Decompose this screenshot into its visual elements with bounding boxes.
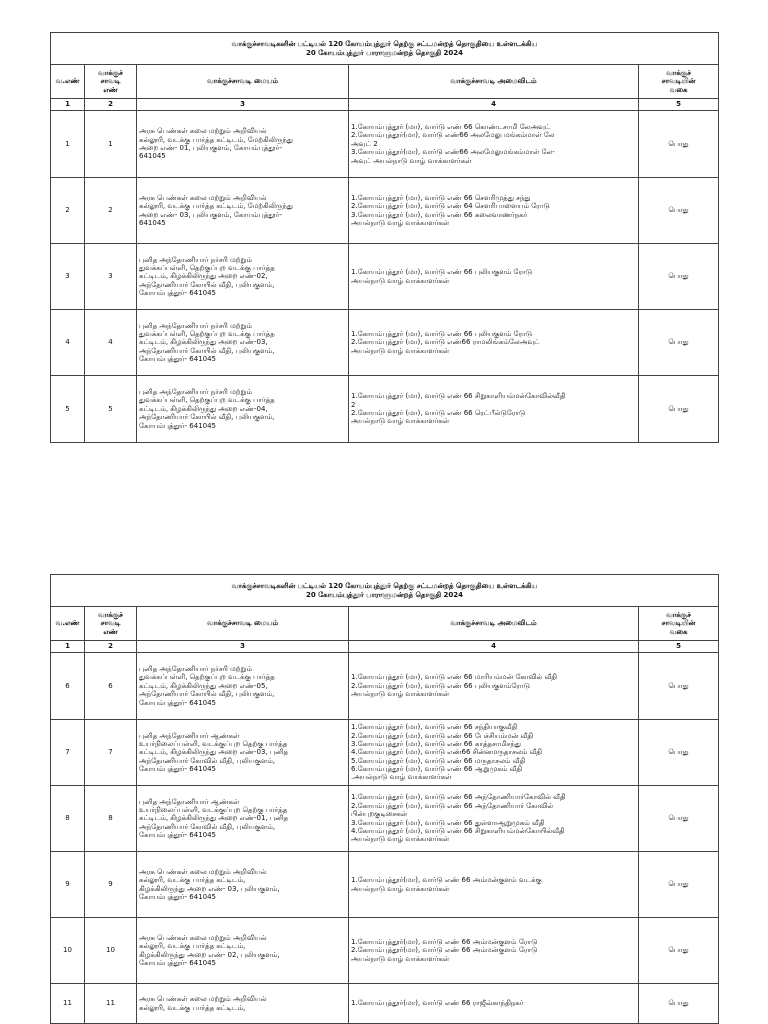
table-row — [51, 376, 719, 443]
serial-number: 4 — [51, 310, 85, 376]
area-line: 2.கோயம்புத்தூர்(மா), வார்டு எண்66 அலமேலு மங்கம்மாள் லே — [351, 131, 555, 140]
booth-type: பொது — [639, 653, 719, 720]
table-row — [51, 852, 719, 918]
booth-location — [137, 720, 349, 786]
header-booth-number — [85, 65, 137, 99]
area-line: 2.கோயம்புத்தூர் (மா), வார்டு எண் 66 புலியகுளம்ரோடு — [351, 681, 530, 690]
booth-location — [137, 178, 349, 244]
area-line: அயல்நாடு வாழ் வாக்காளர்கள் — [351, 276, 450, 285]
polling-booth-table-2 — [50, 574, 719, 1024]
area-line: 3.கோயம்புத்தூர் (மா), வார்டு எண் 66 கலைவாணர்நகர் — [351, 210, 528, 219]
area-line: 2.கோயம்புத்தூர் (மா), வார்டு எண் 64 சௌரிபாளையம் ரோடு — [351, 202, 550, 211]
area-line: 1.கோயம்புத்தூர் (மா), வார்டு எண் 66 கொண்டசாமி லேஅவுட் — [351, 123, 551, 132]
location-line: அரசு பெண்கள் கலை மற்றும் அறிவியல் — [139, 995, 267, 1004]
table-row — [51, 244, 719, 310]
booth-area — [349, 178, 639, 244]
booth-type: பொது — [639, 178, 719, 244]
location-line: கோயம்புத்தூர்- 641045 — [139, 421, 217, 430]
booth-area — [349, 852, 639, 918]
booth-area — [349, 310, 639, 376]
table-title — [51, 33, 719, 65]
column-number: 5 — [639, 99, 719, 111]
table-row — [51, 111, 719, 178]
location-line: அந்தோணியார் கோவில் வீதி, புலியகுளம், — [139, 756, 276, 765]
title-line: 20 கோயம்புத்தூர் பாராளுமன்றத் தொகுதி 2024 — [306, 590, 464, 599]
area-line: 1.கோயம்புத்தூர் (மா), வார்டு எண் 66 புலியகுளம் ரோடு — [351, 329, 533, 338]
location-line: கல்லூரி, வடக்கு பார்த்த கட்டிடம், மேற்கிலிருந்து — [139, 135, 293, 144]
header-line: சாவடி — [100, 619, 121, 628]
column-number: 3 — [137, 641, 349, 653]
serial-number: 6 — [51, 653, 85, 720]
header-line: வாக்குச் — [666, 610, 691, 619]
header-line: சாவடியின் — [661, 77, 696, 86]
table-title — [51, 575, 719, 607]
column-number: 2 — [85, 99, 137, 111]
location-line: கோயம்புத்தூர்- 641045 — [139, 831, 217, 840]
location-line: அரசு பெண்கள் கலை மற்றும் அறிவியல் — [139, 193, 267, 202]
table-body — [51, 33, 719, 443]
area-line: அயல்நாடு வாழ் வாக்காளர்கள் — [351, 417, 450, 426]
location-line: அரசு பெண்கள் கலை மற்றும் அறிவியல் — [139, 933, 267, 942]
location-line: புனித அந்தோணியார் நர்சரி மற்றும் — [139, 388, 252, 397]
booth-area — [349, 786, 639, 852]
area-line: 6.கோயம்புத்தூர் (மா), வார்டு எண் 66 ஆறுமுகம் வீதி — [351, 765, 523, 774]
area-line: 4.கோயம்புத்தூர் (மா), வார்டு எண் 66 சிறுகாளியம்மன்கோயில்வீதி — [351, 826, 565, 835]
booth-number: 11 — [85, 984, 137, 1024]
area-line: 1.கோயம்புத்தூர் (மா), வார்டு எண் 66 சிறுகாளியம்மன்கோவில்வீதி — [351, 392, 566, 401]
booth-number: 1 — [85, 111, 137, 178]
area-line: 5.கோயம்புத்தூர் (மா), வார்டு எண் 66 மருதாசலம் வீதி — [351, 756, 526, 765]
location-line: அந்தோணியார் கோயில் வீதி, புலியகுளம், — [139, 280, 275, 289]
location-line: கோயம்புத்தூர்- 641045 — [139, 698, 217, 707]
header-booth-area: வாக்குச்சாவடி அமைவிடம் — [349, 607, 639, 641]
location-line: கட்டிடம், கிழக்கிலிருந்து அறை எண்-03, புனித — [139, 748, 289, 757]
header-line: சாவடி — [100, 77, 121, 86]
polling-booth-table-1 — [50, 32, 719, 443]
area-line: 1.கோயம்புத்தூர் (மா), வார்டு எண் 66 சௌரிமுத்து சந்து — [351, 193, 531, 202]
location-line: கோயம்புத்தூர்- 641045 — [139, 765, 217, 774]
booth-location — [137, 310, 349, 376]
title-line: வாக்குச்சாவடிகளின் பட்டியல் 120 கோயம்புத்தூர் தெற்கு சட்டமன்றத் தொகுதியை உள்ளடக்கிய — [231, 582, 538, 591]
location-line: கோயம்புத்தூர்- 641045 — [139, 892, 217, 901]
booth-location — [137, 984, 349, 1024]
location-line: 641045 — [139, 218, 166, 227]
location-line: புனித அந்தோணியார் நர்சரி மற்றும் — [139, 255, 252, 264]
table-title-row — [51, 575, 719, 607]
location-line: அறை எண்- 03, புலியகுளம், கோயம்புத்தூர்- — [139, 210, 282, 219]
location-line: புனித அந்தோணியார் ஆண்கள் — [139, 731, 240, 740]
area-line: 2 — [351, 400, 356, 409]
location-line: அந்தோணியார் கோயில் வீதி, புலியகுளம், — [139, 690, 275, 699]
booth-area — [349, 918, 639, 984]
booth-type: பொது — [639, 918, 719, 984]
location-line: உயர்நிலைப்பள்ளி, வடக்குப்புற தெற்கு பார்த்த — [139, 805, 288, 814]
header-line: வகை — [669, 627, 688, 636]
location-line: கட்டிடம், கிழக்கிலிருந்து அறை எண்-05, — [139, 681, 268, 690]
booth-area — [349, 984, 639, 1024]
table-row — [51, 918, 719, 984]
header-booth-area: வாக்குச்சாவடி அமைவிடம் — [349, 65, 639, 99]
booth-location — [137, 111, 349, 178]
header-serial: வ.எண் — [51, 607, 85, 641]
location-line: உயர்நிலைப்பள்ளி, வடக்குப்புற தெற்கு பார்த்த — [139, 739, 288, 748]
location-line: கல்லூரி, வடக்கு பார்த்த கட்டிடம், — [139, 1003, 246, 1012]
table-title-row — [51, 33, 719, 65]
booth-type: பொது — [639, 786, 719, 852]
booth-number: 2 — [85, 178, 137, 244]
serial-number: 9 — [51, 852, 85, 918]
booth-type: பொது — [639, 852, 719, 918]
serial-number: 10 — [51, 918, 85, 984]
location-line: புனித அந்தோணியார் நர்சரி மற்றும் — [139, 321, 252, 330]
booth-location — [137, 376, 349, 443]
column-header-row — [51, 65, 719, 99]
location-line: கட்டிடம், கிழக்கிலிருந்து அறை எண்-02, — [139, 272, 268, 281]
location-line: கோயம்புத்தூர்- 641045 — [139, 355, 217, 364]
column-header-row — [51, 607, 719, 641]
header-booth-number — [85, 607, 137, 641]
area-line: அவுட் 2 — [351, 139, 378, 148]
area-line: அயல்நாடு வாழ் வாக்காளர்கள் — [351, 884, 450, 893]
serial-number: 7 — [51, 720, 85, 786]
area-line: அயல்நாடு வாழ் வாக்காளர்கள் — [351, 346, 450, 355]
column-number: 1 — [51, 641, 85, 653]
area-line: 1.கோயம்புத்தூர் (மா), வார்டு எண் 66 மாரியம்மன் கோவில் வீதி — [351, 673, 558, 682]
booth-location — [137, 852, 349, 918]
header-line: சாவடியின் — [661, 619, 696, 628]
table-row — [51, 984, 719, 1024]
header-serial: வ.எண் — [51, 65, 85, 99]
location-line: கட்டிடம், கிழக்கிலிருந்து அறை எண்-01, புனித — [139, 814, 289, 823]
column-number: 3 — [137, 99, 349, 111]
booth-type: பொது — [639, 984, 719, 1024]
booth-type: பொது — [639, 310, 719, 376]
area-line: 3.கோயம்புத்தூர் (மா), வார்டு எண் 66 காத்தசாமிசந்து — [351, 739, 521, 748]
location-line: கோயம்புத்தூர்- 641045 — [139, 289, 217, 298]
header-line: வகை — [669, 85, 688, 94]
booth-area — [349, 376, 639, 443]
location-line: அரசு பெண்கள் கலை மற்றும் அறிவியல் — [139, 127, 267, 136]
header-line: எண் — [103, 85, 118, 94]
column-number-row — [51, 99, 719, 111]
booth-number: 3 — [85, 244, 137, 310]
serial-number: 1 — [51, 111, 85, 178]
header-line: வாக்குச் — [98, 610, 123, 619]
booth-location — [137, 786, 349, 852]
location-line: துவக்கப்பள்ளி, தெற்குப்புற வடக்கு பார்த்த — [139, 263, 275, 272]
table-row — [51, 720, 719, 786]
location-line: துவக்கப்பள்ளி, தெற்குப்புற வடக்கு பார்த்த — [139, 396, 275, 405]
location-line: அரசு பெண்கள் கலை மற்றும் அறிவியல் — [139, 867, 267, 876]
area-line: அயல்நாடு வாழ் வாக்காளர்கள் — [351, 954, 450, 963]
location-line: துவக்கப்பள்ளி, தெற்குப்புற வடக்கு பார்த்த — [139, 673, 275, 682]
area-line: 1.கோயம்புத்தூர் (மா), வார்டு எண் 66 அந்தோணியார்கோவில் வீதி — [351, 793, 566, 802]
table-row — [51, 653, 719, 720]
location-line: கல்லூரி, வடக்கு பார்த்த கட்டிடம், — [139, 942, 246, 951]
area-line: 3.கோயம்புத்தூர்(மா), வார்டு எண்66 அலமேலுமங்கம்மாள் லே- — [351, 148, 555, 157]
header-line: எண் — [103, 627, 118, 636]
column-number: 5 — [639, 641, 719, 653]
area-line: 1.கோயம்புத்தூர்(மா), வார்டு எண் 66 அம்மன்குளம் வடக்கு — [351, 876, 542, 885]
serial-number: 8 — [51, 786, 85, 852]
location-line: கட்டிடம், கிழக்கிலிருந்து அறை எண்-04, — [139, 404, 268, 413]
area-line: .அயல்நாடு வாழ் வாக்காளர்கள் — [351, 773, 452, 782]
area-line: 1.கோயம்புத்தூர் (மா), வார்டு எண் 66 புலியகுளம் ரோடு — [351, 268, 533, 277]
header-line: வாக்குச் — [98, 68, 123, 77]
location-line: கிழக்கிலிருந்து அறை எண்- 02, புலியகுளம், — [139, 950, 280, 959]
area-line: 3.கோயம்புத்தூர் (மா), வார்டு எண் 66 துள்ளாஆறுமுகம் வீதி — [351, 818, 545, 827]
location-line: துவக்கப்பள்ளி, தெற்குப்புற வடக்கு பார்த்த — [139, 329, 275, 338]
area-line: 2.கோயம்புத்தூர் (மா), வார்டு எண் 66 ரெட்பீல்டுரோடு — [351, 409, 526, 417]
table-row — [51, 178, 719, 244]
booth-number: 10 — [85, 918, 137, 984]
column-number-row — [51, 641, 719, 653]
booth-type: பொது — [639, 111, 719, 178]
location-line: அந்தோணியார் கோவில் வீதி, புலியகுளம், — [139, 822, 276, 831]
location-line: புனித அந்தோணியார் ஆண்கள் — [139, 797, 240, 806]
column-number: 2 — [85, 641, 137, 653]
serial-number: 2 — [51, 178, 85, 244]
serial-number: 11 — [51, 984, 85, 1024]
table-row — [51, 786, 719, 852]
location-line: 641045 — [139, 152, 166, 161]
booth-area — [349, 111, 639, 178]
booth-type: பொது — [639, 376, 719, 443]
serial-number: 3 — [51, 244, 85, 310]
booth-type: பொது — [639, 244, 719, 310]
booth-number: 6 — [85, 653, 137, 720]
location-line: கல்லூரி, வடக்கு பார்த்த கட்டிடம், மேற்கிலிருந்து — [139, 202, 293, 211]
column-number: 4 — [349, 99, 639, 111]
booth-number: 4 — [85, 310, 137, 376]
header-line: வாக்குச் — [666, 68, 691, 77]
booth-type: பொது — [639, 720, 719, 786]
area-line: பின்புறகுடிசைகள் — [351, 810, 408, 819]
area-line: அயல்நாடு வாழ் வாக்காளர்கள் — [351, 835, 450, 844]
booth-area — [349, 244, 639, 310]
location-line: அந்தோணியார் கோயில் வீதி, புலியகுளம், — [139, 413, 275, 422]
booth-location — [137, 653, 349, 720]
booth-number: 7 — [85, 720, 137, 786]
location-line: கோயம்புத்தூர்- 641045 — [139, 958, 217, 967]
area-line: 1.கோயம்புத்தூர்(மா), வார்டு எண் 66 அம்மன்குளம் ரோடு — [351, 937, 538, 946]
area-line: 2.கோயம்புத்தூர் (மா), வார்டு எண்66 ராமலிங்கம்லேஅவுட் — [351, 338, 540, 347]
header-booth-location: வாக்குச்சாவடி மையம் — [137, 65, 349, 99]
area-line: 2.கோயம்புத்தூர் (மா), வார்டு எண் 66 பேச்சியம்மன் வீதி — [351, 731, 534, 740]
area-line: 1.கோயம்புத்தூர் (மா), வார்டு எண் 66 சந்தியாகுவீதி — [351, 723, 518, 732]
table-body — [51, 575, 719, 1024]
title-line: 20 கோயம்புத்தூர் பாராளுமன்றத் தொகுதி 2024 — [306, 48, 464, 57]
column-number: 4 — [349, 641, 639, 653]
header-booth-type — [639, 65, 719, 99]
booth-area — [349, 720, 639, 786]
table-row — [51, 310, 719, 376]
location-line: அந்தோணியார் கோயில் வீதி, புலியகுளம், — [139, 346, 275, 355]
header-booth-location: வாக்குச்சாவடி மையம் — [137, 607, 349, 641]
booth-location — [137, 918, 349, 984]
area-line: அயல்நாடு வாழ் வாக்காளர்கள் — [351, 690, 450, 699]
booth-number: 8 — [85, 786, 137, 852]
header-booth-type — [639, 607, 719, 641]
location-line: புனித அந்தோணியார் நர்சரி மற்றும் — [139, 665, 252, 674]
location-line: கட்டிடம், கிழக்கிலிருந்து அறை எண்-03, — [139, 338, 268, 347]
location-line: கல்லூரி, வடக்கு பார்த்த கட்டிடம், — [139, 876, 246, 885]
area-line: 1.கோயம்புத்தூர்(மா), வார்டு எண் 66 ராஜீவ்காந்திநகர் — [351, 999, 524, 1008]
area-line: அவுட் அயல்நாடு வாழ் வாக்காளர்கள் — [351, 156, 472, 165]
location-line: அறை எண்- 01, புலியகுளம், கோயம்புத்தூர்- — [139, 144, 282, 152]
area-line: 4.கோயம்புத்தூர் (மா), வார்டு எண்66 சின்னமருதாசலம் வீதி — [351, 748, 543, 757]
location-line: கிழக்கிலிருந்து அறை எண்- 03, புலியகுளம், — [139, 884, 280, 893]
booth-location — [137, 244, 349, 310]
column-number: 1 — [51, 99, 85, 111]
booth-number: 5 — [85, 376, 137, 443]
serial-number: 5 — [51, 376, 85, 443]
area-line: 2.கோயம்புத்தூர் (மா), வார்டு எண் 66 அந்தோணியார் கோவில் — [351, 801, 554, 810]
booth-area — [349, 653, 639, 720]
area-line: 2.கோயம்புத்தூர்(மா), வார்டு எண் 66 அம்மன்குளம் ரோடு — [351, 946, 538, 955]
area-line: அயல்நாடு வாழ் வாக்காளர்கள் — [351, 218, 450, 227]
title-line: வாக்குச்சாவடிகளின் பட்டியல் 120 கோயம்புத்தூர் தெற்கு சட்டமன்றத் தொகுதியை உள்ளடக்கிய — [231, 40, 538, 49]
booth-number: 9 — [85, 852, 137, 918]
